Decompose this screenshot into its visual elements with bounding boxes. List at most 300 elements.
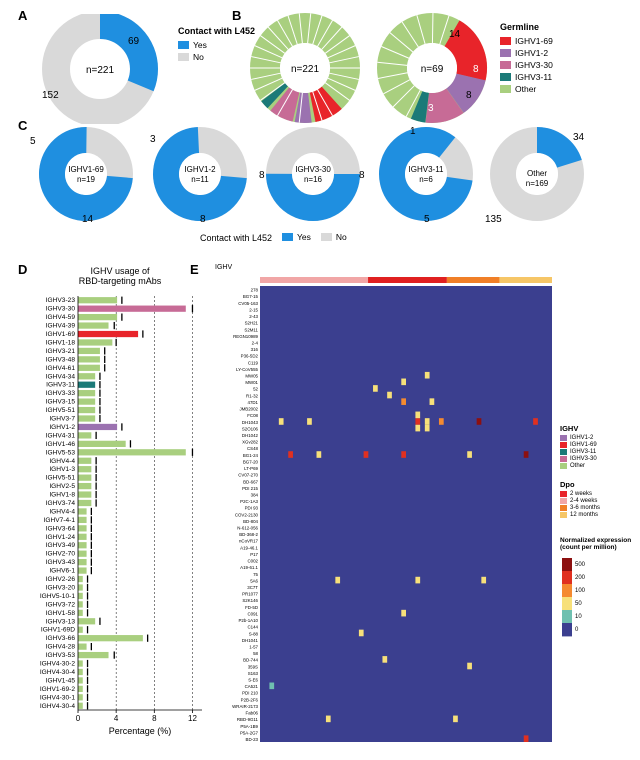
bar-label-IGHV1-8: IGHV1-8 (49, 491, 75, 499)
heatmap-row-label: WRAIR-2173 (232, 703, 258, 709)
legend-label-e-ighv1-2: IGHV1-2 (570, 435, 594, 441)
column-group-Other (499, 277, 552, 283)
bar-IGHV3-21 (78, 348, 100, 354)
panel-a-value-no: 152 (42, 90, 59, 101)
legend-item-e-ighv-0 (560, 435, 597, 441)
heatmap-row-label: 47D1 (247, 399, 258, 405)
bar-IGHV2-26 (78, 576, 83, 582)
colorbar-tick: 200 (575, 575, 586, 582)
heatmap-row-label: P5A-2G7 (239, 730, 258, 736)
heatmap-row-label: CA521 (244, 684, 258, 690)
bar-IGHV4-28 (78, 644, 87, 650)
heatmap-cell (401, 379, 406, 386)
heatmap-row-label: N-612-056 (237, 525, 258, 531)
bar-label-IGHV3-21: IGHV3-21 (45, 347, 75, 355)
bar-IGHV4-39 (78, 322, 109, 328)
legend-label-ighv1-2: IGHV1-2 (515, 48, 549, 58)
legend-swatch-dpo-3-6months (560, 505, 567, 511)
heatmap-row-label: CS48 (247, 446, 258, 452)
panel-c-value-yes-5: 34 (573, 132, 585, 143)
bar-IGHV3-64 (78, 525, 87, 531)
panel-c-value-no-3: 8 (259, 170, 265, 181)
legend-item-dpo-0 (560, 491, 600, 497)
heatmap-row-label: S2M11 (244, 327, 258, 333)
panel-b-value-ighv3-11: 3 (428, 103, 434, 114)
heatmap-row-label: CV05-163 (238, 300, 258, 306)
bar-IGHV3-7 (78, 415, 95, 421)
bar-label-IGHV1-18: IGHV1-18 (45, 339, 75, 347)
heatmap-row-label: 2-43 (249, 314, 258, 320)
bar-IGHV3-33 (78, 390, 95, 396)
bar-label-IGHV5-53: IGHV5-53 (45, 449, 75, 457)
bar-label-IGHV4-30-4: IGHV4-30-4 (39, 702, 75, 710)
panel-e-dpo-legend-title: Dpo (560, 480, 575, 489)
heatmap-row-label: 2-4 (251, 340, 258, 346)
heatmap-row-label: PDI 93 (244, 505, 258, 511)
legend-item-germline-2 (500, 60, 553, 70)
heatmap-row-label: Fab06 (245, 710, 258, 716)
heatmap-row-label: 3C7T (247, 585, 258, 591)
bar-IGHV2-70 (78, 551, 87, 557)
legend-swatch-ighv1-69 (500, 37, 511, 45)
panel-c-center-1-line2: n=19 (76, 175, 96, 184)
panel-e-colorbar (560, 552, 620, 662)
heatmap-row-label: C002 (247, 558, 258, 564)
heatmap-cell (415, 412, 420, 419)
heatmap-row-label: C144 (247, 624, 258, 630)
bar-label-IGHV1-69-2: IGHV1-69-2 (39, 685, 75, 693)
legend-label-no: No (193, 52, 204, 62)
colorbar-tick: 100 (575, 588, 586, 595)
bar-label-IGHV4-61: IGHV4-61 (45, 364, 75, 372)
bar-IGHV4-30-4 (78, 703, 83, 709)
panel-b-donut-right (370, 10, 500, 128)
bar-label-IGHV3-49: IGHV3-49 (45, 542, 75, 550)
heatmap-row-label: 316 (250, 347, 258, 353)
column-group-IGHV3-30 (447, 277, 500, 283)
panel-letter-c: C (18, 118, 28, 133)
bar-IGHV3-23 (78, 297, 117, 303)
bar-label-IGHV4-31: IGHV4-31 (45, 432, 75, 440)
heatmap-row-label: BD-804 (243, 518, 258, 524)
heatmap-cell (387, 392, 392, 399)
heatmap-row-label: PDI 215 (242, 485, 258, 491)
heatmap-cell (364, 451, 369, 458)
panel-c-center-2-line1: IGHV1-2 (184, 165, 216, 174)
panel-c-donut-ighv3-11 (366, 122, 486, 227)
heatmap-row-label: 2-15 (249, 307, 258, 313)
heatmap-cell (467, 663, 472, 670)
heatmap-row-label: R1-32 (246, 393, 258, 399)
panel-d-xlabel: Percentage (%) (108, 726, 172, 736)
panel-e-top-label: IGHV (215, 264, 233, 271)
bar-IGHV5-53 (78, 449, 186, 455)
bar-IGHV3-48 (78, 356, 100, 362)
panel-e-ighv-legend-title: IGHV (560, 424, 579, 433)
bar-IGHV3-30 (78, 306, 186, 312)
bar-IGHV3-11 (78, 382, 95, 388)
legend-swatch-e-ighv1-2 (560, 435, 567, 441)
bar-label-IGHV7-4-1: IGHV7-4-1 (43, 516, 75, 524)
heatmap-row-label: DH1043 (241, 419, 258, 425)
panel-c-value-yes-1: 14 (82, 214, 94, 225)
bar-IGHV3-43 (78, 559, 87, 565)
heatmap-cell (481, 577, 486, 584)
colorbar-tick: 0 (575, 627, 579, 634)
colorbar-segment (562, 610, 572, 623)
legend-item-germline-4 (500, 84, 553, 94)
panel-c-center-3-line2: n=16 (303, 175, 323, 184)
bar-label-IGHV1-3: IGHV1-3 (49, 466, 75, 474)
heatmap-row-label: MW05 (245, 373, 258, 379)
legend-item-e-ighv-2 (560, 449, 597, 455)
panel-d-title (45, 266, 195, 286)
heatmap-row-label: 58 (253, 651, 258, 657)
legend-swatch-e-ighv3-11 (560, 449, 567, 455)
panel-e-colorbar-title (560, 537, 638, 551)
legend-item-e-ighv-3 (560, 456, 597, 462)
bar-label-IGHV4-4: IGHV4-4 (49, 457, 75, 465)
colorbar-tick: 10 (575, 614, 582, 621)
panel-c-center-1-line1: IGHV1-69 (68, 165, 104, 174)
legend-swatch-dpo-12months (560, 512, 567, 518)
bar-label-IGHV3-53: IGHV3-53 (45, 652, 75, 660)
bar-IGHV1-69-2 (78, 686, 83, 692)
legend-label-e-ighv3-30: IGHV3-30 (570, 456, 597, 462)
legend-label-other: Other (515, 84, 537, 94)
bar-IGHV1-3 (78, 466, 91, 472)
panel-b-right-center-label: n=69 (420, 64, 444, 75)
bar-label-IGHV4-30-1: IGHV4-30-1 (39, 694, 75, 702)
legend-label-yes: Yes (193, 40, 207, 50)
heatmap-row-label: 75 (253, 571, 258, 577)
heatmap-cell (326, 716, 331, 723)
legend-item-c-no (321, 232, 347, 242)
panel-c-donut-ighv1-69 (24, 122, 144, 227)
legend-label-dpo-2weeks: 2 weeks (570, 491, 593, 497)
heatmap-background (260, 286, 552, 742)
heatmap-row-label: LY-CoV555 (236, 366, 258, 372)
colorbar-tick: 500 (575, 562, 586, 569)
heatmap-row-label: BD-744 (243, 657, 258, 663)
legend-label-c-yes: Yes (297, 232, 311, 242)
bar-IGHV1-69 (78, 331, 138, 337)
colorbar-segment (562, 584, 572, 597)
heatmap-cell (425, 372, 430, 379)
legend-label-c-no: No (335, 232, 347, 242)
heatmap-cell (415, 418, 420, 425)
legend-label-e-ighv1-69: IGHV1-69 (570, 442, 597, 448)
heatmap-row-label: REGN10989 (233, 333, 258, 339)
bar-label-IGHV4-30-4: IGHV4-30-4 (39, 668, 75, 676)
panel-c-center-4-line1: IGHV3-11 (408, 165, 444, 174)
legend-swatch-dpo-2weeks (560, 491, 567, 497)
heatmap-row-label: P2B-2F6 (240, 697, 258, 703)
legend-label-ighv3-30: IGHV3-30 (515, 60, 553, 70)
panel-c-value-yes-3: 8 (359, 170, 365, 181)
bar-label-IGHV3-13: IGHV3-13 (45, 618, 75, 626)
panel-b-donut-left (243, 10, 373, 128)
heatmap-cell (524, 451, 529, 458)
heatmap-row-label: XGv282 (242, 439, 258, 445)
bar-IGHV5-51 (78, 407, 95, 413)
panel-c-center-2-line2: n=11 (191, 175, 209, 184)
heatmap-row-label: S-E6 (248, 677, 258, 683)
panel-c-center-4-line2: n=6 (419, 175, 433, 184)
legend-label-dpo-2-4weeks: 2-4 weeks (570, 498, 598, 504)
panel-c-center-5-line1: Other (526, 169, 548, 178)
bar-IGHV1-45 (78, 677, 83, 683)
bar-IGHV3-72 (78, 601, 83, 607)
bar-label-IGHV3-30: IGHV3-30 (45, 305, 75, 313)
panel-c-value-no-4: 1 (410, 126, 416, 137)
heatmap-row-label: PR1077 (242, 591, 258, 597)
heatmap-row-label: BG7-20 (242, 459, 258, 465)
xtick-8: 8 (152, 714, 157, 723)
column-group-IGHV1-69 (368, 277, 447, 283)
bar-label-IGHV2-26: IGHV2-26 (45, 576, 75, 584)
heatmap-cell (477, 418, 482, 425)
bar-IGHV6-1 (78, 567, 87, 573)
heatmap-row-label: BD-368-2 (239, 532, 258, 538)
legend-label-e-ighv3-11: IGHV3-11 (570, 449, 597, 455)
bar-label-IGHV3-11: IGHV3-11 (46, 381, 75, 389)
panel-e-heatmap (200, 270, 600, 760)
heatmap-row-label: FC08 (247, 413, 258, 419)
bar-IGHV3-13 (78, 618, 95, 624)
heatmap-cell (401, 451, 406, 458)
heatmap-cell (373, 385, 378, 392)
heatmap-row-label: P17 (250, 551, 258, 557)
xtick-4: 4 (113, 714, 119, 723)
bar-label-IGHV3-20: IGHV3-20 (45, 584, 75, 592)
legend-label-dpo-3-6months: 3-6 months (570, 505, 601, 511)
panel-b-left-center-label: n=221 (290, 64, 320, 75)
heatmap-cell (401, 610, 406, 617)
panel-letter-a: A (18, 8, 28, 23)
bar-IGHV1-18 (78, 339, 112, 345)
bar-IGHV4-31 (78, 432, 91, 438)
heatmap-row-label: DH1042 (241, 433, 258, 439)
xtick-12: 12 (188, 714, 197, 723)
panel-b-legend (500, 22, 553, 96)
colorbar-segment (562, 597, 572, 610)
legend-swatch-ighv3-11 (500, 73, 511, 81)
colorbar-title-line1: Normalized expression (560, 537, 632, 544)
bar-IGHV2-5 (78, 483, 91, 489)
panel-letter-b: B (232, 8, 242, 23)
bar-label-IGHV4-4: IGHV4-4 (49, 508, 75, 516)
panel-a-legend-title: Contact with L452 (178, 26, 256, 36)
heatmap-cell (425, 425, 430, 432)
panel-letter-d: D (18, 262, 28, 277)
bar-label-IGHV6-1: IGHV6-1 (49, 567, 75, 575)
bar-label-IGHV5-51: IGHV5-51 (45, 407, 75, 415)
legend-item-dpo-3 (560, 512, 600, 518)
legend-swatch-e-other (560, 463, 567, 469)
bar-IGHV4-30-2 (78, 660, 83, 666)
heatmap-row-label: S2K146 (242, 598, 258, 604)
bar-label-IGHV1-2: IGHV1-2 (49, 423, 75, 431)
panel-c-donut-ighv1-2 (140, 122, 260, 227)
panel-d-title-line1: IGHV usage of (90, 266, 150, 276)
heatmap-row-label: P5A-1B9 (240, 723, 258, 729)
bar-IGHV1-24 (78, 534, 87, 540)
heatmap-cell (453, 716, 458, 723)
legend-swatch-c-no (321, 233, 332, 241)
legend-label-ighv1-69: IGHV1-69 (515, 36, 553, 46)
bar-label-IGHV3-66: IGHV3-66 (45, 635, 75, 643)
heatmap-row-label: FD-5D (245, 604, 258, 610)
bar-label-IGHV4-28: IGHV4-28 (45, 643, 75, 651)
bar-label-IGHV4-34: IGHV4-34 (45, 373, 75, 381)
legend-swatch-e-ighv3-30 (560, 456, 567, 462)
bar-IGHV3-15 (78, 398, 95, 404)
heatmap-row-label: CV07-270 (238, 472, 258, 478)
bar-IGHV3-49 (78, 542, 87, 548)
heatmap-cell (415, 425, 420, 432)
heatmap-row-label: 1-57 (249, 644, 258, 650)
bar-label-IGHV2-5: IGHV2-5 (49, 483, 75, 491)
heatmap-row-label: A19-61.1 (240, 565, 258, 571)
bar-label-IGHV3-64: IGHV3-64 (45, 525, 75, 533)
bar-IGHV3-74 (78, 500, 91, 506)
panel-c-value-no-2: 3 (150, 134, 156, 145)
heatmap-cell (335, 577, 340, 584)
bar-label-IGHV4-30-2: IGHV4-30-2 (39, 660, 75, 668)
panel-c-value-yes-4: 5 (424, 214, 430, 225)
panel-c-value-no-5: 135 (485, 214, 502, 225)
legend-label-ighv3-11: IGHV3-11 (515, 72, 553, 82)
bar-label-IGHV3-15: IGHV3-15 (45, 398, 75, 406)
panel-d-bar-chart (10, 292, 210, 742)
heatmap-row-label: A19-46.1 (240, 545, 258, 551)
legend-swatch-yes (178, 41, 189, 49)
panel-d-title-line2: RBD-targeting mAbs (78, 276, 162, 286)
colorbar-segment (562, 623, 572, 636)
heatmap-row-label: 359S (247, 664, 258, 670)
heatmap-row-label: 52 (253, 386, 258, 392)
heatmap-row-label: BD-667 (243, 479, 258, 485)
bar-IGHV4-30-1 (78, 694, 83, 700)
legend-label-e-other: Other (570, 463, 586, 469)
bar-label-IGHV1-45: IGHV1-45 (45, 677, 75, 685)
panel-a-donut (28, 14, 198, 124)
heatmap-cell (467, 451, 472, 458)
heatmap-cell (382, 656, 387, 663)
legend-item-e-ighv-4 (560, 463, 597, 469)
legend-swatch-e-ighv1-69 (560, 442, 567, 448)
panel-b-value-ighv1-69: 14 (449, 29, 461, 40)
heatmap-row-label: 278 (250, 287, 258, 293)
heatmap-row-label: S-88 (248, 631, 258, 637)
legend-swatch-other (500, 85, 511, 93)
heatmap-row-label: 384 (250, 492, 258, 498)
heatmap-row-label: JMB2002 (239, 406, 258, 412)
panel-b-legend-title: Germline (500, 22, 540, 32)
legend-item-dpo-2 (560, 505, 600, 511)
bar-IGHV5-51 (78, 475, 91, 481)
bar-label-IGHV1-46: IGHV1-46 (45, 440, 75, 448)
heatmap-row-label: 5A6 (250, 578, 258, 584)
heatmap-row-label: C091 (247, 611, 258, 617)
legend-item-c-yes (282, 232, 311, 242)
bar-IGHV3-66 (78, 635, 143, 641)
bar-label-IGHV3-72: IGHV3-72 (45, 601, 75, 609)
bar-IGHV1-8 (78, 491, 91, 497)
panel-c-legend (200, 232, 347, 244)
legend-swatch-no (178, 53, 189, 61)
heatmap-cell (524, 735, 529, 742)
heatmap-row-label: P2b-1A10 (238, 618, 258, 624)
panel-a-value-yes: 69 (128, 36, 140, 47)
panel-c-value-no-1: 5 (30, 136, 36, 147)
legend-swatch-ighv1-2 (500, 49, 511, 57)
bar-IGHV4-59 (78, 314, 117, 320)
heatmap-cell (269, 683, 274, 690)
legend-swatch-c-yes (282, 233, 293, 241)
legend-label-dpo-12months: 12 months (570, 512, 599, 518)
legend-item-germline-0 (500, 36, 553, 46)
heatmap-row-label: MW01 (245, 380, 258, 386)
bar-IGHV1-2 (78, 424, 117, 430)
colorbar-segment (562, 571, 572, 584)
heatmap-cell (279, 418, 284, 425)
bar-label-IGHV3-7: IGHV3-7 (49, 415, 75, 423)
legend-swatch-ighv3-30 (500, 61, 511, 69)
heatmap-cell (317, 451, 322, 458)
heatmap-cell (439, 418, 444, 425)
bar-label-IGHV4-59: IGHV4-59 (45, 314, 75, 322)
legend-item-germline-3 (500, 72, 553, 82)
heatmap-cell (307, 418, 312, 425)
colorbar-segment (562, 558, 572, 571)
legend-item-e-ighv-1 (560, 442, 597, 448)
heatmap-row-label: BG7-15 (242, 294, 258, 300)
bar-label-IGHV1-69D: IGHV1-69D (40, 626, 75, 634)
bar-IGHV4-34 (78, 373, 95, 379)
heatmap-row-label: S163 (247, 670, 258, 676)
bar-label-IGHV3-43: IGHV3-43 (45, 559, 75, 567)
heatmap-row-label: LT-P69 (244, 466, 258, 472)
panel-c-legend-title: Contact with L452 (200, 233, 273, 243)
heatmap-row-label: P2C-1A3 (240, 499, 258, 505)
bar-label-IGHV1-69: IGHV1-69 (45, 331, 75, 339)
bar-IGHV4-4 (78, 508, 87, 514)
xtick-0: 0 (75, 714, 81, 723)
heatmap-row-label: S2H21 (244, 320, 258, 326)
bar-IGHV1-58 (78, 610, 83, 616)
bar-label-IGHV5-10-1: IGHV5-10-1 (39, 592, 75, 600)
bar-IGHV4-61 (78, 365, 100, 371)
panel-letter-e: E (190, 262, 199, 277)
panel-b-value-ighv1-2: 8 (473, 64, 479, 75)
heatmap-row-label: RBD-9G11 (236, 717, 258, 723)
panel-c-center-3-line1: IGHV3-30 (295, 165, 331, 174)
bar-label-IGHV3-74: IGHV3-74 (45, 500, 75, 507)
panel-c-donut-other (479, 122, 599, 227)
heatmap-row-label: BG1-24 (242, 452, 258, 458)
heatmap-row-label: BD-23 (245, 737, 258, 743)
panel-e-ighv-legend (560, 424, 597, 470)
bar-label-IGHV4-39: IGHV4-39 (45, 322, 75, 330)
legend-item-germline-1 (500, 48, 553, 58)
bar-IGHV4-30-4 (78, 669, 83, 675)
heatmap-cell (415, 577, 420, 584)
panel-a-center-label: n=221 (85, 65, 115, 76)
colorbar-tick: 50 (575, 601, 582, 608)
legend-item-dpo-1 (560, 498, 600, 504)
